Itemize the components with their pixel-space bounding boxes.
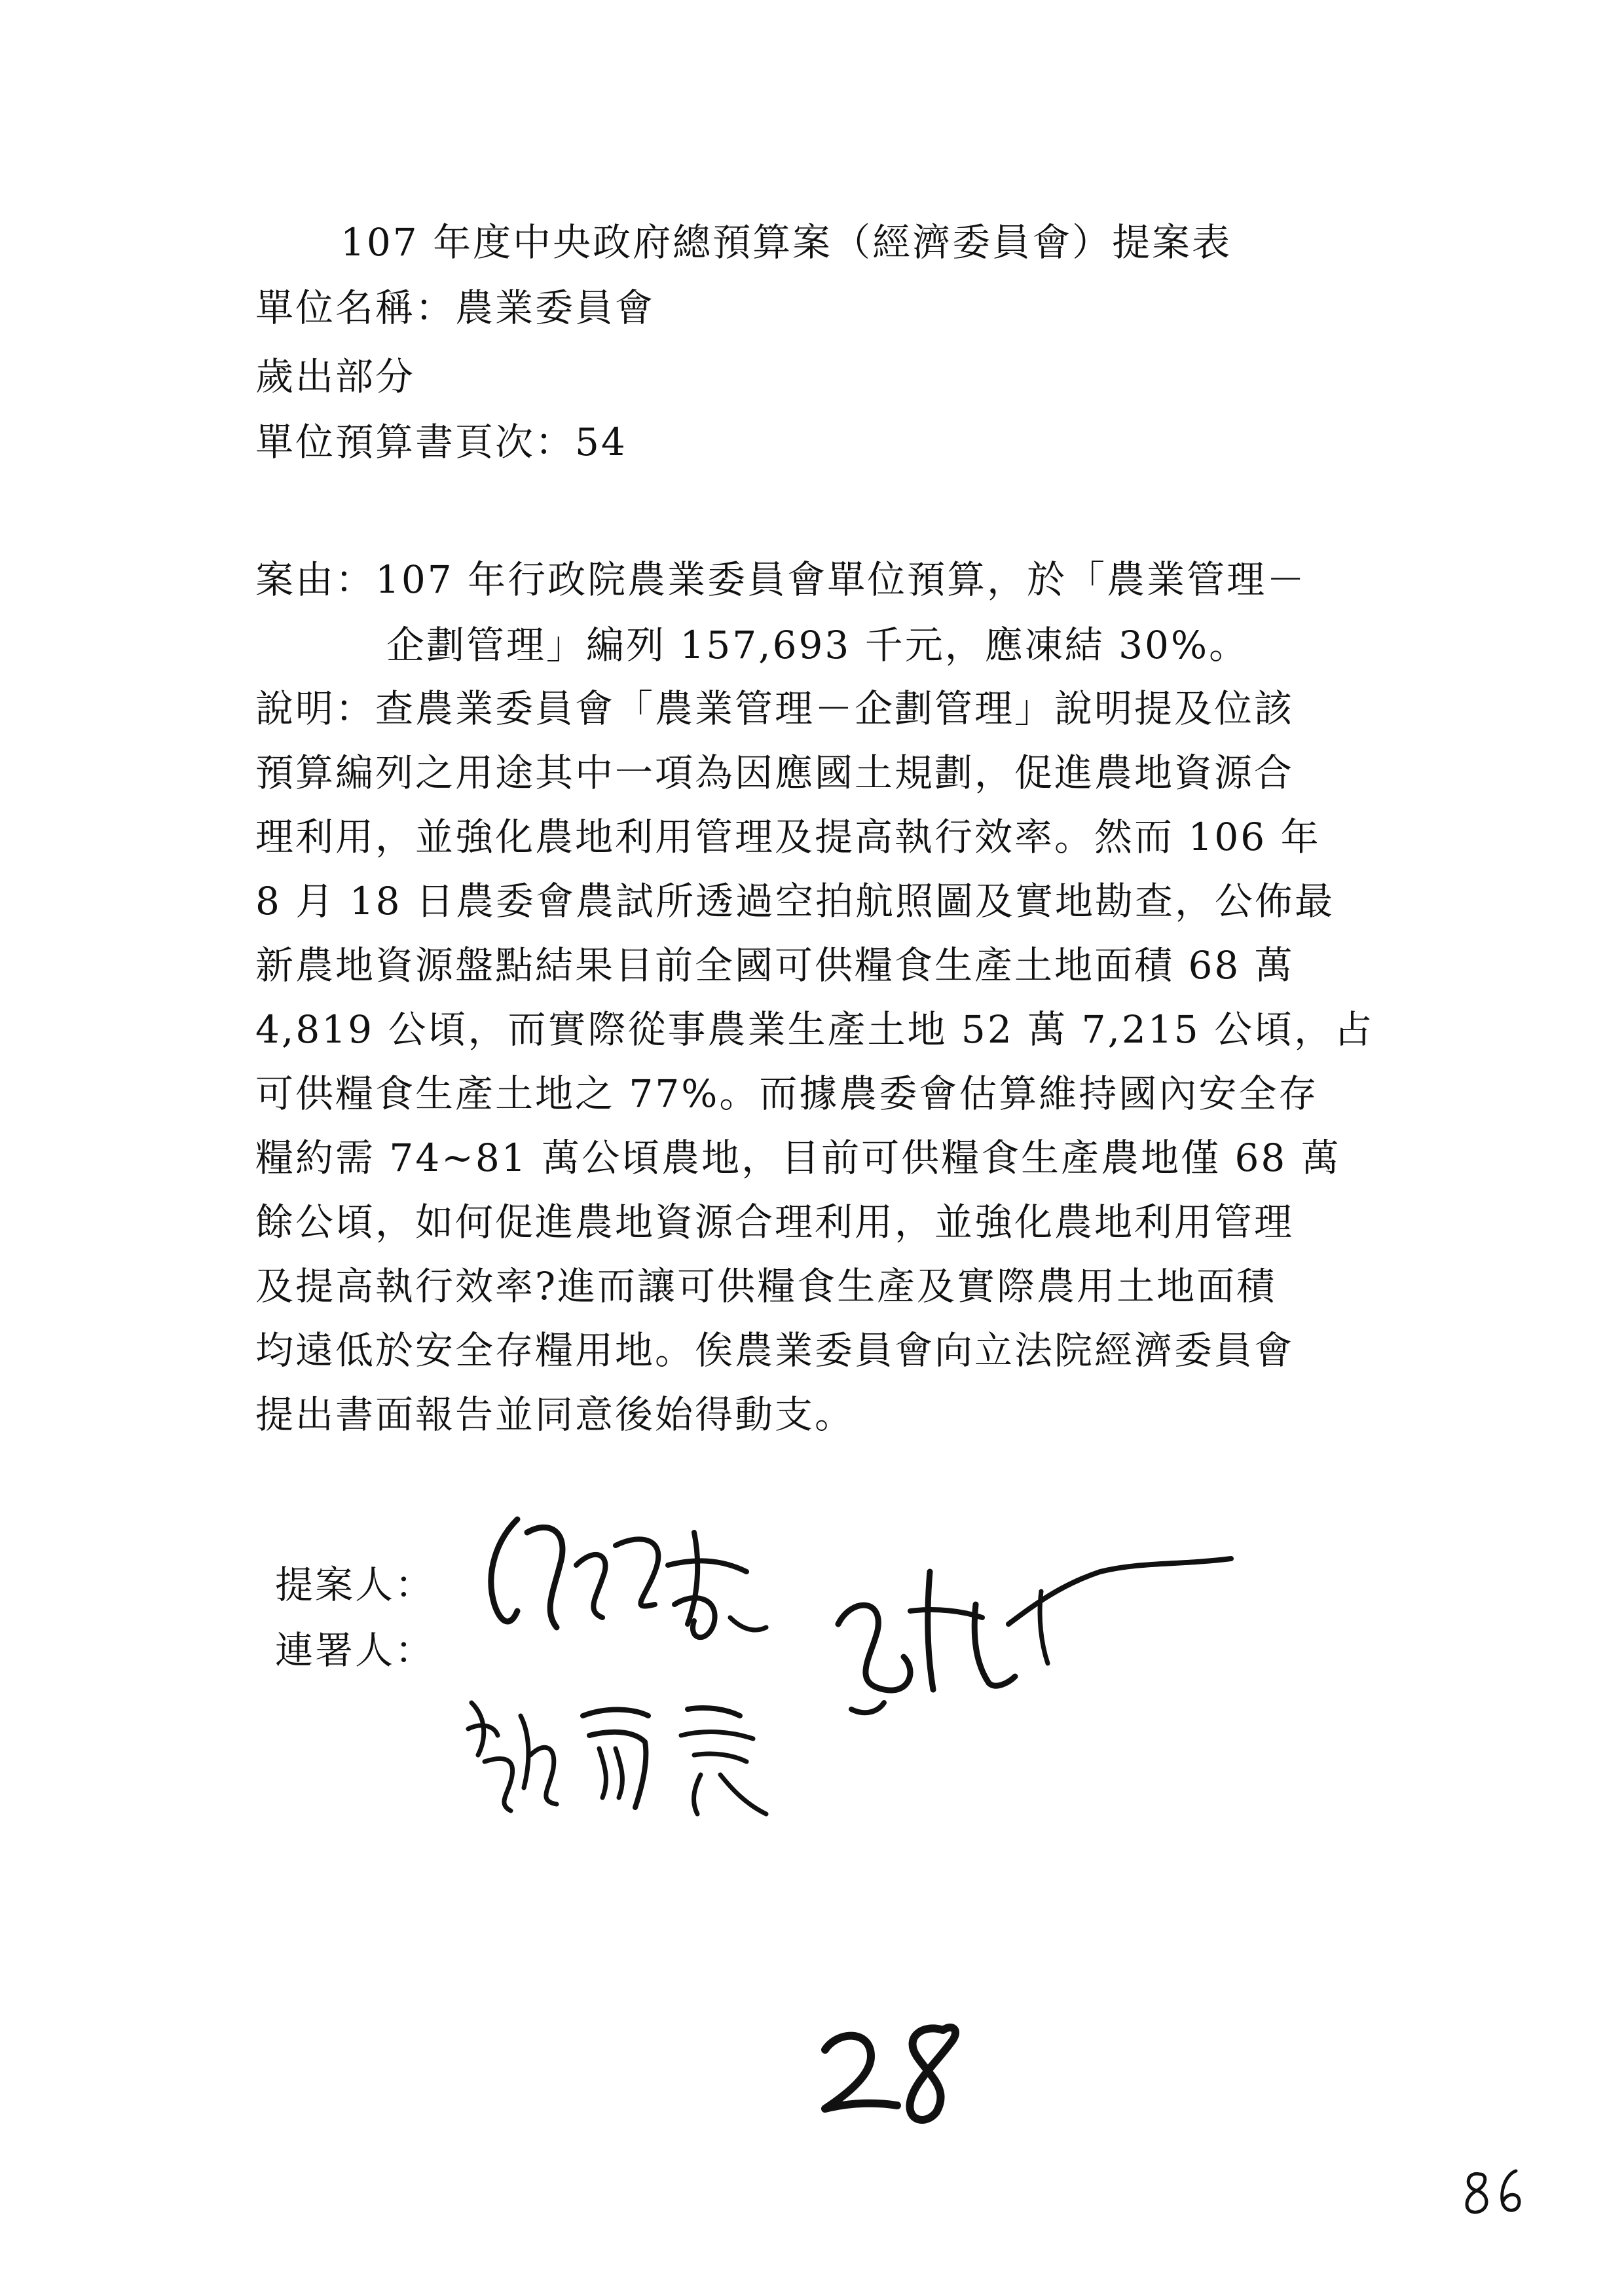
section-label: 歲出部分	[255, 354, 416, 399]
explanation-line: 糧約需 74~81 萬公頃農地，目前可供糧食生產農地僅 68 萬	[255, 1136, 1341, 1180]
cosigner-signature	[812, 1546, 1283, 1742]
case-line-1: 案由：107 年行政院農業委員會單位預算，於「農業管理－	[255, 557, 1307, 602]
unit-name: 單位名稱：農業委員會	[255, 286, 655, 330]
explanation-line: 理利用，並強化農地利用管理及提高執行效率。然而 106 年	[255, 815, 1321, 859]
explanation-line: 說明：查農業委員會「農業管理－企劃管理」說明提及位該	[255, 686, 1295, 731]
corner-page-number	[1454, 2161, 1532, 2220]
cosigner-signature-2	[458, 1676, 825, 1827]
explanation-line: 8 月 18 日農委會農試所透過空拍航照圖及實地勘查，公佈最	[255, 879, 1335, 923]
cosigner-label: 連署人：	[275, 1628, 435, 1673]
explanation-line: 餘公頃，如何促進農地資源合理利用，並強化農地利用管理	[255, 1200, 1295, 1244]
explanation-line: 均遠低於安全存糧用地。俟農業委員會向立法院經濟委員會	[255, 1328, 1295, 1373]
explanation-line: 提出書面報告並同意後始得動支。	[255, 1392, 855, 1437]
document-title: 107 年度中央政府總預算案（經濟委員會）提案表	[341, 220, 1232, 265]
budget-page-ref: 單位預算書頁次：54	[255, 420, 627, 464]
proposer-label: 提案人：	[275, 1563, 435, 1607]
explanation-line: 4,819 公頃，而實際從事農業生產土地 52 萬 7,215 公頃，占	[255, 1007, 1375, 1052]
explanation-line: 新農地資源盤點結果目前全國可供糧食生產土地面積 68 萬	[255, 943, 1295, 988]
explanation-line: 預算編列之用途其中一項為因應國土規劃，促進農地資源合	[255, 750, 1295, 795]
case-line-2: 企劃管理」編列 157,693 千元，應凍結 30%。	[386, 623, 1249, 667]
handwritten-page-number	[812, 2004, 982, 2135]
explanation-line: 及提高執行效率?進而讓可供糧食生產及實際農用土地面積	[255, 1264, 1277, 1308]
proposer-signature	[471, 1493, 812, 1663]
explanation-line: 可供糧食生產土地之 77%。而據農委會估算維持國內安全存	[255, 1071, 1319, 1116]
